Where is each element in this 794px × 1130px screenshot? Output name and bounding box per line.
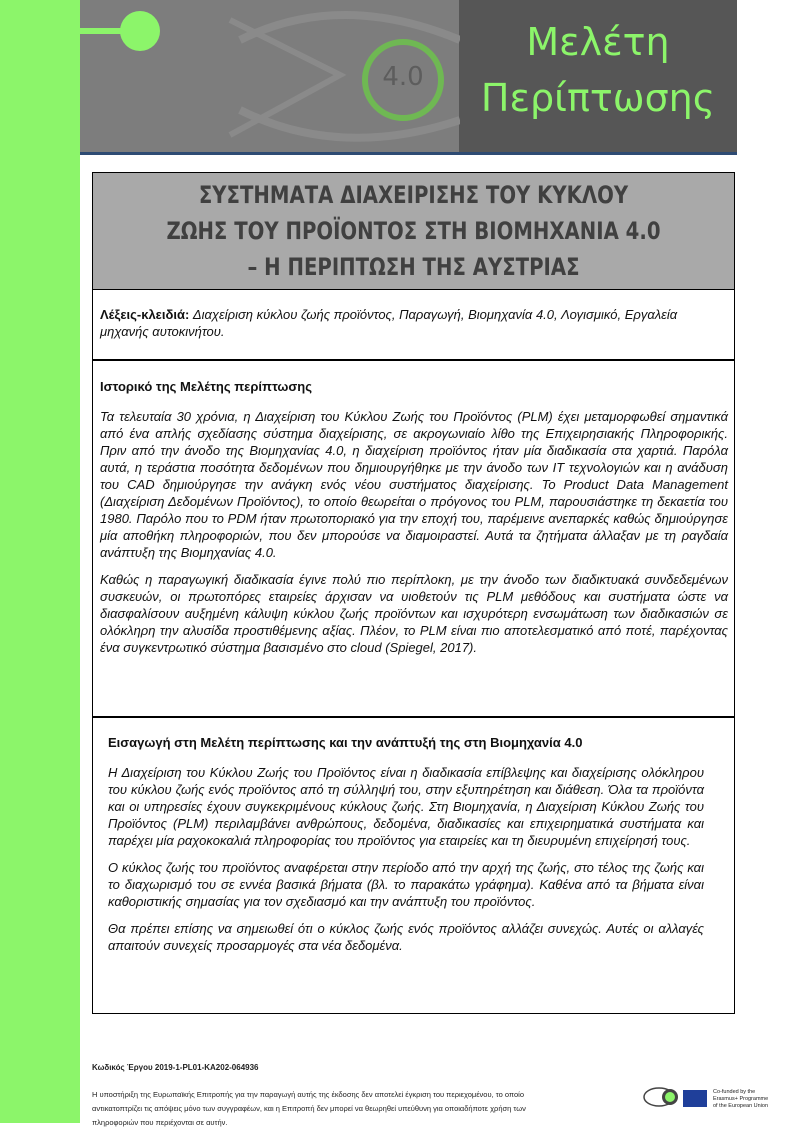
history-heading: Ιστορικό της Μελέτης περίπτωσης <box>100 379 312 394</box>
eu-flag-icon <box>683 1090 707 1107</box>
logo-version-number: 4.0 <box>382 62 424 92</box>
case-study-title-line1: Μελέτη <box>526 20 670 64</box>
introduction-heading: Εισαγωγή στη Μελέτη περίπτωσης και την ανάπτυξή της στη Βιομηχανία 4.0 <box>108 735 583 750</box>
history-section <box>92 360 735 717</box>
eu-disclaimer: Η υποστήριξη της Ευρωπαϊκής Επιτροπής για την παραγωγή αυτής της έκδοσης δεν αποτελεί έγκριση του περιεχομένου, το οποίο αντικατοπτρίζει τις απόψεις μόνο των συγγραφέων, και η Επιτροπή δεν μπορεί να θεωρηθεί υπεύθυνη για οποιαδήποτε χρήση των πληροφοριών που περιέχονται σε αυτήν. <box>92 1090 526 1127</box>
history-paragraph-2: Καθώς η παραγωγική διαδικασία έγινε πολύ πιο περίπλοκη, με την άνοδο των διαδικτυακά συνδεδεμένων συσκευών, οι πρωτοπόρες εταιρείες άρχισαν να υιοθετούν τις PLM μεθόδους και συστήματα ώστε να διασφαλίσουν αυξημένη κάλυψη κύκλου ζωής προϊόντων και ισχυρότερη ενσωμάτωση των διαδικασιών σε ολόκληρη την αλυσίδα προστιθέμενης αξίας. Πλέον, το PLM είναι πιο αποτελεσματικό από ποτέ, παρέχοντας ένα συγκεντρωτικό σύστημα βασισμένο στο cloud (Spiegel, 2017). <box>100 572 728 655</box>
introduction-section <box>92 717 735 1014</box>
see-4-logo-icon <box>643 1086 679 1108</box>
document-title-box <box>92 172 735 289</box>
case-study-title <box>459 14 737 126</box>
keywords-label: Λέξεις-κλειδιά: <box>100 307 190 322</box>
project-code: Κωδικός Έργου 2019-1-PL01-KA202-064936 <box>92 1063 259 1072</box>
left-accent-bar <box>0 0 80 1123</box>
introduction-paragraph-2: Ο κύκλος ζωής του προϊόντος αναφέρεται στην περίοδο από την αρχή της ζωής, στο τέλος της ζωής και το διαχωρισμό του σε εννέα βασικά βήματα (βλ. το παρακάτω γράφημα). Καθένα από τα βήματα είναι καθοριστικής σημασίας για τον σχεδιασμό και την ανάπτυξη του προϊόντος. <box>108 860 704 909</box>
keywords-box <box>92 289 735 360</box>
introduction-paragraph-3: Θα πρέπει επίσης να σημειωθεί ότι ο κύκλος ζωής ενός προϊόντος αλλάζει συνεχώς. Αυτές οι αλλαγές απαιτούν συνεχείς προσαρμογές στα νέα δεδομένα. <box>108 921 704 953</box>
history-paragraph-1: Τα τελευταία 30 χρόνια, η Διαχείριση του Κύκλου Ζωής του Προϊόντος (PLM) έχει μεταμορφωθεί σημαντικά από ένα απλής σχεδίασης σύστημα διαχείρισης, σε ακρογωνιαίο λίθο της Επιχειρησιακής Πληροφορικής. Πριν από την άνοδο της Βιομηχανίας 4.0, η διαχείριση προϊόντος ήταν μία διαδικασία στα χαρτιά. Παρόλα αυτά, η τεράστια ποσότητα δεδομένων που δημιουργήθηκε με την άνοδο των IT τεχνολογιών και η ανάδυση του CAD δημιούργησε την ανάγκη ενός νέου συστήματος διαχείρισης. Το Product Data Management (Διαχείριση Δεδομένων Προϊόντος), το οποίο θεωρείται ο πρόγονος του PLM, παρουσιάστηκε τη δεκαετία του 1980. Παρόλο που το PDM ήταν πρωτοποριακό για την εποχή του, παρέμεινε ανεπαρκές καθώς δημιούργησε μία αποθήκη πληροφοριών, που δεν μπορούσε να διαμοιραστεί. Αυτά τα ζητήματα άλλαξαν με τη ραγδαία ανάπτυξη της Βιομηχανίας 4.0. <box>100 409 728 560</box>
erasmus-cofunded-text: Co-funded by the Erasmus+ Programme of the European Union <box>713 1089 769 1109</box>
case-study-title-line2: Περίπτωσης <box>480 76 716 120</box>
document-title: ΣΥΣΤΗΜΑΤΑ ΔΙΑΧΕΙΡΙΣΗΣ ΤΟΥ ΚΥΚΛΟΥ ΖΩΗΣ ΤΟΥ ΠΡΟΪΟΝΤΟΣ ΣΤΗ ΒΙΟΜΗΧΑΝΙΑ 4.0 – Η ΠΕΡΙΠΤΩΣΗ ΤΗΣ ΑΥΣΤΡΙΑΣ <box>166 181 661 281</box>
keywords-text: Διαχείριση κύκλου ζωής προϊόντος, Παραγωγή, Βιομηχανία 4.0, Λογισμικό, Εργαλεία μηχανής αυτοκινήτου. <box>100 307 678 339</box>
introduction-paragraph-1: Η Διαχείριση του Κύκλου Ζωής του Προϊόντος είναι η διαδικασία επίβλεψης και διαχείρισης ολόκληρου του κύκλου ζωής ενός προϊόντος από τη σύλληψή του, στην εξυπηρέτηση και διάθεση. Όλα τα προϊόντα και οι υπηρεσίες έχουν συγκεκριμένους κύκλους ζωής. Στη Βιομηχανία, η Διαχείριση Κύκλου Ζωής του Προϊόντος (PLM) περιλαμβάνει ανθρώπους, δεδομένα, διαδικασίες και επιχειρηματικά συστήματα και παρέχει μία ραχοκοκαλιά πληροφορίας του προϊόντος για εταιρείες και τη διευρυμένη επιχείρησή τους. <box>108 765 704 848</box>
